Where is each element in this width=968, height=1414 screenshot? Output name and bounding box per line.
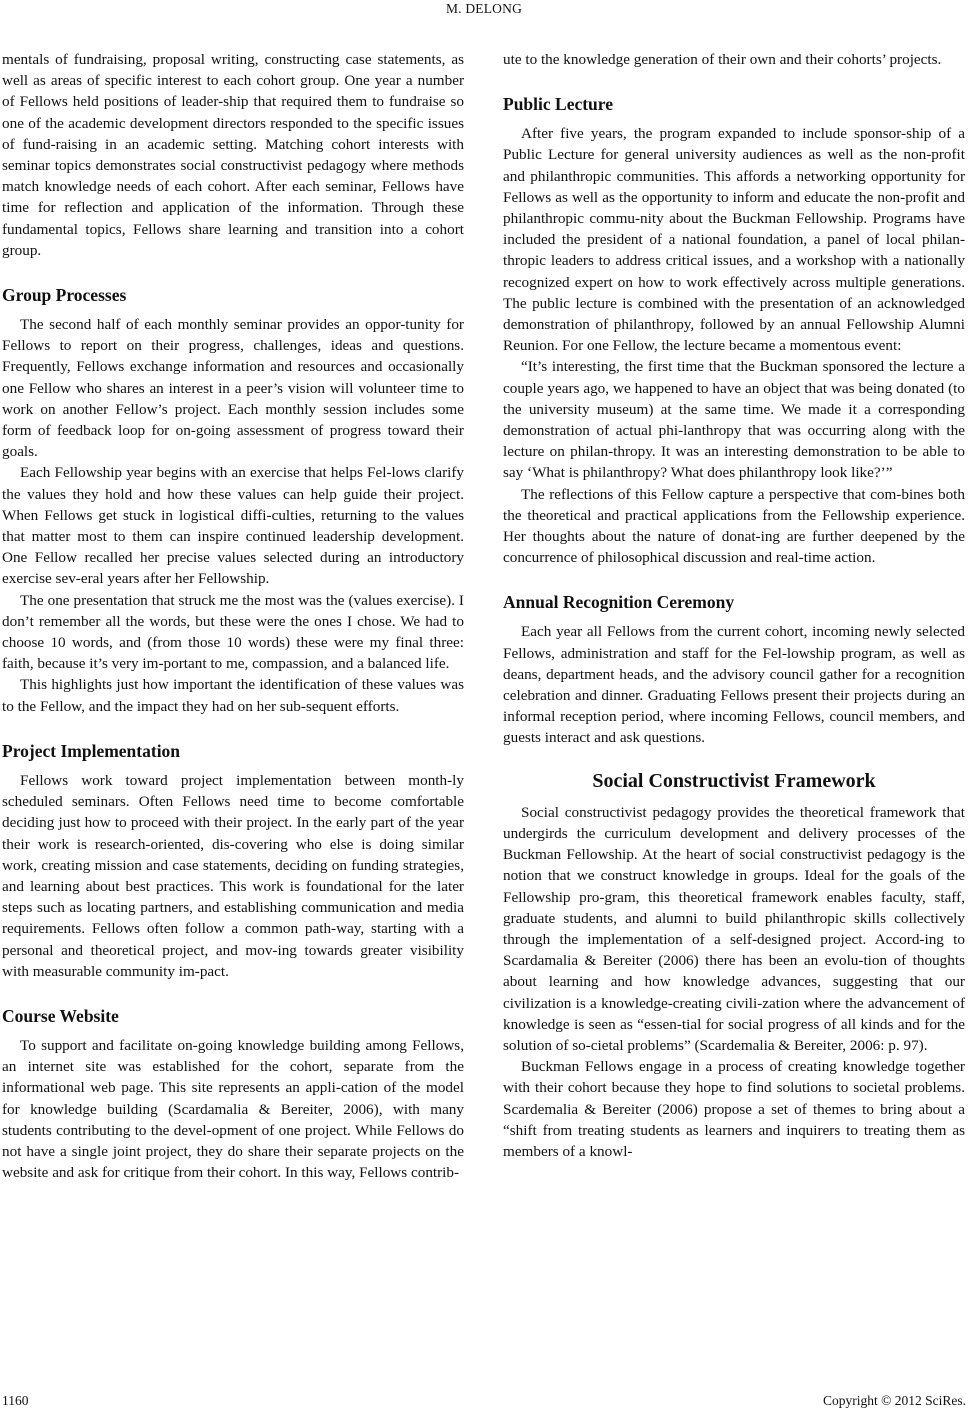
heading-annual-recognition: Annual Recognition Ceremony	[503, 592, 735, 613]
heading-group-processes: Group Processes	[2, 285, 127, 306]
paragraph-framework-1: Social constructivist pedagogy provides the theoretical framework that undergirds the curriculum development and delivery processes of the Buckman Fellowship. At the heart of social constructivist pedagogy is the notion that we construct knowledge in groups. Ideal for the goals of the Fellowship pro-gram, this theoretical framework enables faculty, staff, graduate students, and alumni to build philanthropic skills collectively through the implementation of a self-designed project. Accord-ing to Scardamalia & Bereiter (2006) there has been an evolu-tion of thoughts about learning and how knowledge advances, suggesting that our civilization is a knowledge-creating civili-zation where the advancement of knowledge is seen as “essen-tial for social progress of all kinds and for the solution of so-cietal problems” (Scardemalia & Bereiter, 2006: p. 97).	[503, 803, 965, 1054]
paragraph-framework-2: Buckman Fellows engage in a process of creating knowledge together with their cohort because they hope to find solutions to societal problems. Scardemalia & Bereiter (2006) propose a set of themes to bring about a “shift from treating students as learners and inquirers to treating them as members of a knowl-	[503, 1058, 965, 1160]
paragraph-group-2: Each Fellowship year begins with an exercise that helps Fel-lows clarify the values they hold and how these values can help guide their project. When Fellows get stuck in logistical diffi-culties, returning to the values that matter most to them can inspire continued leadership development. One Fellow recalled her precise values selected during an introductory exercise sev-eral years after her Fellowship.	[2, 464, 464, 588]
copyright-notice: Copyright © 2012 SciRes.	[822, 1393, 966, 1408]
paragraph-intro: mentals of fundraising, proposal writing, constructing case statements, as well as areas of specific interest to each cohort group. One year a number of Fellows held positions of leader-ship that required them to fundraise so one of the academic development directors responded to the specific issues of fund-raising in an academic setting. Matching cohort interests with seminar topics demonstrates social constructivist pedagogy where methods match knowledge needs of each cohort. After each seminar, Fellows have time for reflection and application of the information. Through these fundamental topics, Fellows share learning and transition into a cohort group.	[2, 51, 464, 259]
paragraph-ceremony: Each year all Fellows from the current cohort, incoming newly selected Fellows, administration and staff for the Fel-lowship program, as well as deans, department heads, and the advisory council gather for a recognition celebration and dinner. Graduating Fellows present their projects during an informal reception period, where incoming Fellows, council members, and guests interact and ask questions.	[503, 623, 965, 747]
paragraph-lecture-1: After five years, the program expanded to include sponsor-ship of a Public Lecture for general university audiences as well as the non-profit and philanthropic communities. This affords a networking opportunity for Fellows as well as the opportunity to inform and educate the non-profit and philanthropic commu-nity about the Buckman Fellowship. Programs have included the president of a national foundation, a panel of local philan-thropic leaders to address critical issues, and a workshop with a nationally recognized expert on how to work effectively across multiple generations. The public lecture is combined with the presentation of an acknowledged demonstration of philanthropy, followed by an annual Fellowship Alumni Reunion. For one Fellow, the lecture became a momentous event:	[503, 125, 965, 355]
paragraph-lecture-quote: “It’s interesting, the first time that the Buckman sponsored the lecture a couple years ago, we happened to have an object that was being donated (to the university museum) at the same time. We made it a corresponding demonstration of actual phi-lanthropy that was occurring along with the lecture on philan-thropy. It was an interesting demonstration to be able to say ‘What is philanthropy? What does philanthropy look like?’”	[503, 358, 965, 482]
paragraph-lecture-3: The reflections of this Fellow capture a perspective that com-bines both the theoretical and practical applications from the Fellowship experience. Her thoughts about the nature of donat-ing are further deepened by the concurrence of philosophical discussion and real-time action.	[503, 485, 965, 567]
paragraph-website: To support and facilitate on-going knowledge building among Fellows, an internet site was established for the cohort, separate from the informational web page. This site represents an appli-cation of the model for knowledge building (Scardamalia & Bereiter, 2006), with many students contributing to the devel-opment of one project. While Fellows do not have a single joint project, they do share their separate projects on the website and ask for critique from their cohort. In this way, Fellows contrib-	[2, 1036, 464, 1182]
section-title-framework: Social Constructivist Framework	[592, 769, 876, 792]
right-column	[503, 49, 965, 1162]
paragraph-group-quote: The one presentation that struck me the most was the (values exercise). I don’t remember all the words, but these were the ones I chose. We had to choose 10 words, and (from those 10 words) these were my final three: faith, because it’s very im-portant to me, compassion, and a balanced life.	[2, 591, 464, 673]
heading-project-implementation: Project Implementation	[2, 740, 181, 761]
paragraph-project: Fellows work toward project implementation between month-ly scheduled seminars. Often Fellows need time to become comfortable deciding just how to proceed with their project. In the early part of the year their work is research-oriented, dis-covering who else is doing similar work, creating mission and case statements, deciding on funding strategies, and learning about best practices. This work is foundational for the later steps such as locating partners, and establishing communication and media requirements. Fellows often follow a common path-way, starting with a personal and theoretical project, and mov-ing towards greater visibility with measurable community im-pact.	[2, 771, 464, 980]
left-column	[2, 49, 464, 1183]
heading-course-website: Course Website	[2, 1005, 119, 1026]
page-number: 1160	[2, 1393, 29, 1408]
paragraph-continued: ute to the knowledge generation of their own and their cohorts’ projects.	[503, 51, 942, 68]
heading-public-lecture: Public Lecture	[503, 94, 614, 115]
paragraph-group-1: The second half of each monthly seminar provides an oppor-tunity for Fellows to report on their progress, challenges, ideas and questions. Frequently, Fellows exchange information and resources and occasionally one Fellow who shares an interest in a peer’s vision will volunteer time to work on another Fellow’s project. Each monthly session includes some form of feedback loop for on-going assessment of progress toward their goals.	[2, 316, 464, 461]
paragraph-group-4: This highlights just how important the identification of these values was to the Fellow, and the impact they had on her sub-sequent efforts.	[2, 676, 464, 715]
running-head: M. DELONG	[445, 1, 523, 16]
